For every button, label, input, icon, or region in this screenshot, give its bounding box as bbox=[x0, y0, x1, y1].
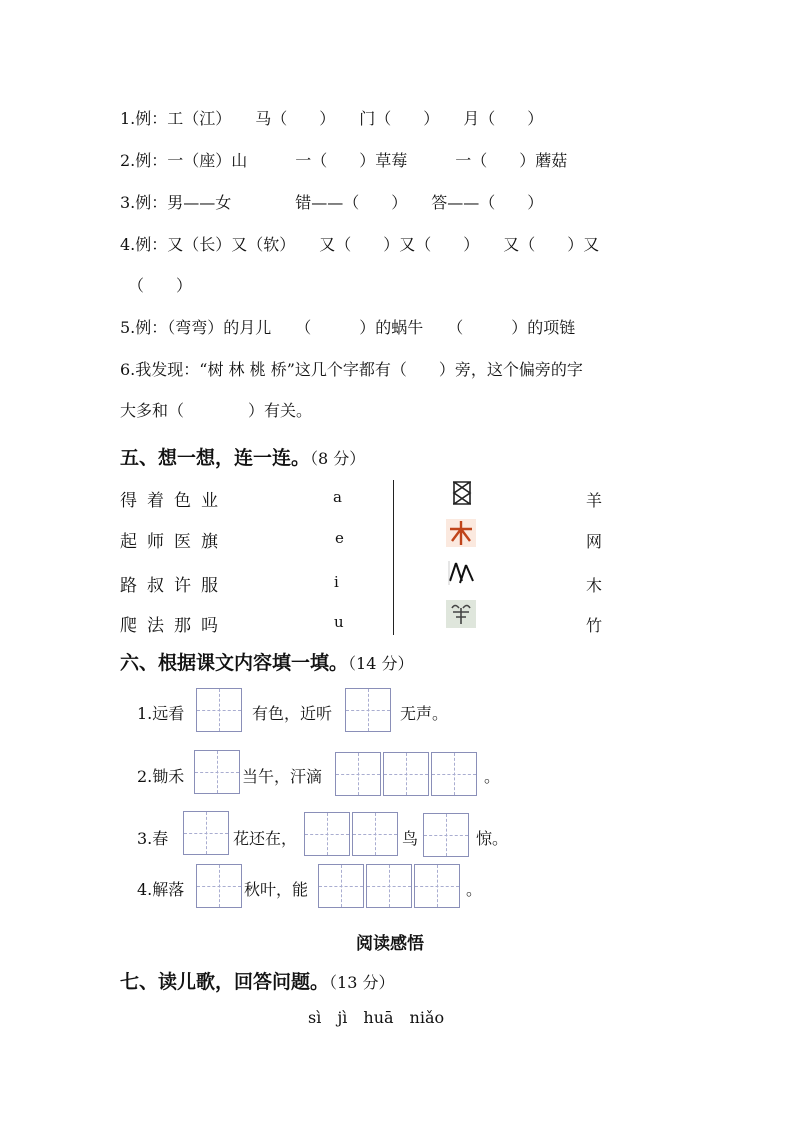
answer-cell[interactable] bbox=[383, 752, 429, 796]
bamboo-pictograph-icon bbox=[446, 559, 476, 587]
answer-cell[interactable] bbox=[423, 813, 469, 857]
answer-grid-2b[interactable] bbox=[335, 752, 479, 796]
char-group-2: 起师医旗 bbox=[120, 532, 228, 552]
section-5-title-text: 五、想一想，连一连。 bbox=[120, 447, 311, 469]
answer-grid-3c[interactable] bbox=[423, 813, 471, 857]
answer-cell[interactable] bbox=[194, 750, 240, 794]
answer-cell[interactable] bbox=[352, 812, 398, 856]
section-7-title bbox=[120, 967, 394, 994]
reading-heading: 阅读感悟 bbox=[356, 934, 424, 954]
section-6-title bbox=[120, 648, 413, 675]
answer-grid-4a[interactable] bbox=[196, 864, 244, 908]
poem-line-3-part-c: 鸟 bbox=[402, 829, 419, 848]
word-bamboo: 竹 bbox=[586, 616, 603, 635]
poem-line-1-part-b: 有色，近听 bbox=[252, 704, 333, 723]
answer-cell[interactable] bbox=[196, 864, 242, 908]
poem-line-1-part-a: 1.远看 bbox=[137, 704, 185, 723]
word-wood: 木 bbox=[586, 576, 603, 595]
fill-line-2: 2.例：一（座）山 一（ ）草莓 一（ ）蘑菇 bbox=[120, 151, 568, 170]
vowel-i: i bbox=[334, 573, 339, 591]
answer-cell[interactable] bbox=[196, 688, 242, 732]
section-5-score: （8 分） bbox=[310, 449, 366, 468]
sheep-pictograph-icon bbox=[446, 600, 476, 628]
char-group-3: 路叔许服 bbox=[120, 576, 228, 596]
fill-line-6: 6.我发现：“树 林 桃 桥”这几个字都有（ ）旁，这个偏旁的字 bbox=[120, 360, 583, 379]
word-net: 网 bbox=[586, 532, 603, 551]
poem-line-2-part-a: 2.锄禾 bbox=[137, 767, 185, 786]
section-5-title bbox=[120, 443, 365, 470]
poem-line-4-part-a: 4.解落 bbox=[137, 880, 185, 899]
answer-grid-2a[interactable] bbox=[194, 750, 242, 794]
column-divider bbox=[393, 480, 394, 635]
answer-cell[interactable] bbox=[318, 864, 364, 908]
answer-grid-3a[interactable] bbox=[183, 811, 231, 855]
answer-cell[interactable] bbox=[304, 812, 350, 856]
answer-cell[interactable] bbox=[366, 864, 412, 908]
answer-cell[interactable] bbox=[183, 811, 229, 855]
poem-line-3-part-d: 惊。 bbox=[476, 829, 509, 848]
char-group-1: 得着色业 bbox=[120, 491, 228, 511]
fill-line-5: 5.例：（弯弯）的月儿 （ ）的蜗牛 （ ）的项链 bbox=[120, 318, 576, 337]
poem-line-3-part-a: 3.春 bbox=[137, 829, 169, 848]
answer-cell[interactable] bbox=[431, 752, 477, 796]
tree-pictograph-icon bbox=[446, 519, 476, 547]
poem-line-4-part-c: 。 bbox=[466, 880, 483, 899]
char-group-4: 爬法那吗 bbox=[120, 616, 228, 636]
vowel-a: a bbox=[333, 488, 342, 506]
fill-line-4-cont: （ ） bbox=[128, 276, 193, 295]
section-6-score: （14 分） bbox=[348, 654, 414, 673]
poem-line-2-part-c: 。 bbox=[484, 767, 501, 786]
poem-line-2-part-b: 当午，汗滴 bbox=[242, 767, 323, 786]
vowel-u: u bbox=[334, 613, 344, 631]
poem-line-3-part-b: 花还在， bbox=[233, 829, 298, 848]
poem-line-4-part-b: 秋叶，能 bbox=[244, 880, 309, 899]
pinyin-line: sì jì huā niǎo bbox=[308, 1008, 445, 1027]
answer-grid-1b[interactable] bbox=[345, 688, 393, 732]
fill-line-6-cont: 大多和（ ）有关。 bbox=[120, 401, 313, 420]
fill-line-4: 4.例：又（长）又（软） 又（ ）又（ ） 又（ ）又 bbox=[120, 235, 600, 254]
fill-line-3: 3.例：男——女 错——（ ） 答——（ ） bbox=[120, 193, 544, 212]
vowel-e: e bbox=[335, 529, 344, 547]
poem-line-1-part-c: 无声。 bbox=[400, 704, 449, 723]
fill-line-1: 1.例：工（江） 马（ ） 门（ ） 月（ ） bbox=[120, 109, 544, 128]
answer-cell[interactable] bbox=[345, 688, 391, 732]
section-7-score: （13 分） bbox=[329, 973, 395, 992]
section-6-title-text: 六、根据课文内容填一填。 bbox=[120, 652, 349, 674]
answer-grid-3b[interactable] bbox=[304, 812, 400, 856]
section-7-title-text: 七、读儿歌，回答问题。 bbox=[120, 971, 330, 993]
answer-cell[interactable] bbox=[335, 752, 381, 796]
answer-grid-1a[interactable] bbox=[196, 688, 244, 732]
answer-grid-4b[interactable] bbox=[318, 864, 462, 908]
net-pictograph-icon bbox=[447, 479, 477, 507]
answer-cell[interactable] bbox=[414, 864, 460, 908]
word-sheep: 羊 bbox=[586, 491, 603, 510]
